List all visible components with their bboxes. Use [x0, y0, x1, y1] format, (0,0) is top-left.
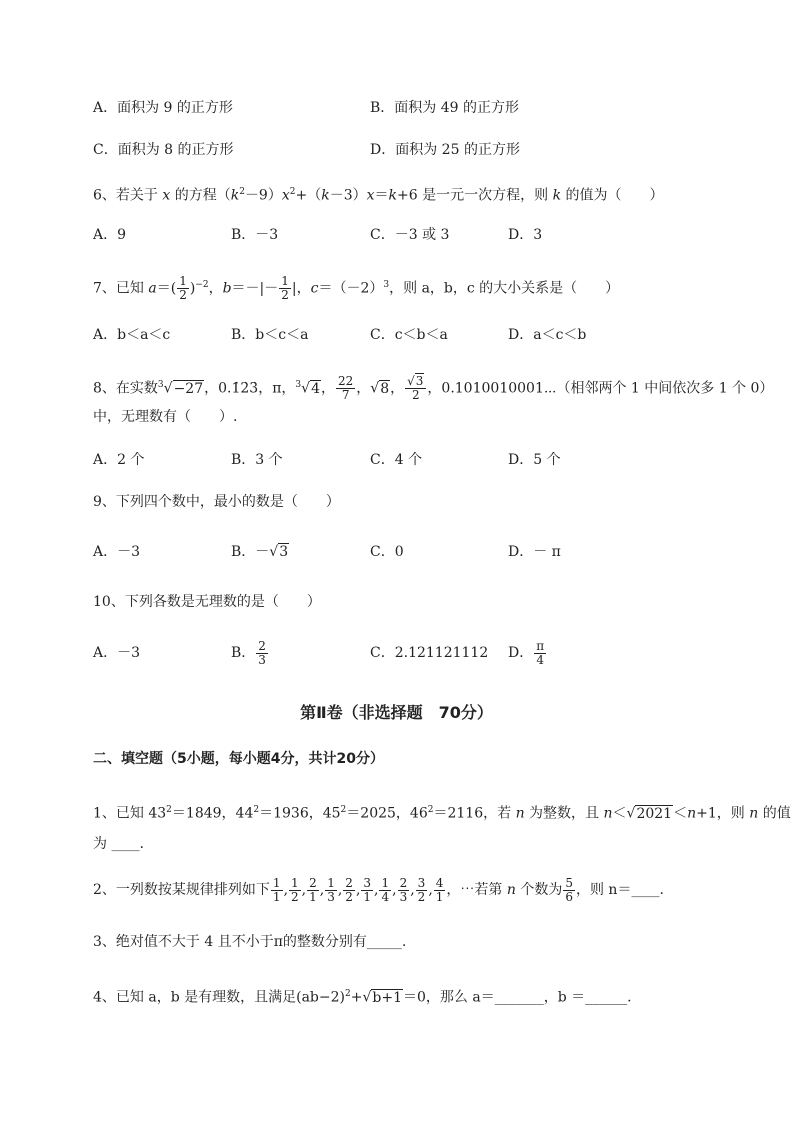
sequence-fraction: $\frac{1}{4}$ [381, 875, 390, 904]
q9-question: 9、下列四个数中，最小的数是（ ） [93, 494, 340, 510]
fill2-question: 2、一列数按某规律排列如下 $\frac{1}{1}$ , $\frac{1}{2}$ , $\frac{2}{1}$ , $\frac{1}{3}$ , $\frac{2}{2}$ , $\frac{3}{1}$ , $\frac{1}{4}$ , $\frac{2}{3}$ , $\frac{3}{2}$ , $\frac{4}{1}$ ，⋯若第 n 个数为 $\frac{5}{6}$ ，则 n＝____. [93, 875, 664, 904]
q9-option-a: A．－3 [93, 544, 141, 560]
q8-question-line2: 中，无理数有（ ）. [93, 409, 238, 425]
q5-option-d: D．面积为 25 的正方形 [370, 142, 520, 158]
q7-option-c: C．c＜b＜a [370, 327, 448, 343]
q8-option-d: D．5 个 [508, 452, 561, 468]
q8-option-c: C．4 个 [370, 452, 423, 468]
part2-title: 第Ⅱ卷（非选择题 70分） [300, 703, 493, 722]
sequence-fraction: $\frac{3}{1}$ [363, 875, 372, 904]
q10-question: 10、下列各数是无理数的是（ ） [93, 594, 321, 610]
q10-option-d: D． $\frac{\pi}{4}$ [508, 638, 545, 667]
fill3-question: 3、绝对值不大于 4 且不小于π的整数分别有_____. [93, 934, 407, 950]
q9-option-c: C．0 [370, 544, 404, 560]
q8-option-b: B．3 个 [231, 452, 283, 468]
sequence-fraction: $\frac{2}{1}$ [309, 875, 317, 904]
sequence-fraction: $\frac{1}{2}$ [291, 875, 299, 904]
sequence-fraction: $\frac{3}{2}$ [417, 875, 426, 904]
q7-option-d: D．a＜c＜b [508, 327, 587, 343]
q7-question: 7、已知 a＝( $\frac{1}{2}$ )$^{-2}$，b＝－|－ $\frac{1}{2}$ |，$c=(-2)^3$，则 a，b，c 的大小关系是（ ） [93, 274, 620, 303]
sequence-fraction: $\frac{4}{1}$ [435, 875, 444, 904]
sequence-fraction: $\frac{2}{3}$ [399, 875, 408, 904]
q5-option-b: B．面积为 49 的正方形 [370, 100, 520, 116]
q5-option-c: C．面积为 8 的正方形 [93, 142, 234, 158]
q6-option-b: B．－3 [231, 227, 279, 243]
q8-option-a: A．2 个 [93, 452, 145, 468]
q10-option-a: A．－3 [93, 645, 141, 661]
q6-question: 6、若关于 x 的方程$(k^2-9)x^2+(k-3)x=k+6$ 是一元一次方程，则 k 的值为（ ） [93, 187, 664, 204]
sequence-fraction: $\frac{1}{1}$ [272, 875, 281, 904]
fill4-question: 4、已知 a，b 是有理数，且满足$(ab-2)^2+√b+1=0$，那么 a＝_______，b ＝______. [93, 989, 632, 1006]
q7-option-a: A．b＜a＜c [93, 327, 171, 343]
q9-option-b: B．－√3 [231, 544, 289, 560]
q6-option-c: C．－3 或 3 [370, 227, 450, 243]
q9-option-d: D．－ π [508, 544, 561, 560]
q5-option-a: A．面积为 9 的正方形 [93, 100, 233, 116]
sequence-fraction: $\frac{1}{3}$ [327, 875, 335, 904]
q8-question: 8、在实数$^3$√−27，0.1̇2̇3̇，π，$^3$√4， $\frac{22}{7}$ ，√8， $\frac{√3}{2}$ ，0.1010010001⋯（相邻两个 1 中间依次多 1 个 0） [93, 374, 774, 403]
q10-option-c: C．2.121121112 [370, 645, 489, 661]
sequence-fraction: $\frac{2}{2}$ [345, 875, 353, 904]
q6-option-a: A．9 [93, 227, 127, 243]
q10-option-b: B． $\frac{2}{3}$ [231, 638, 266, 667]
q6-option-d: D．3 [508, 227, 543, 243]
fill1-question: 1、已知 $43^2=1849$，$44^2=1936$，$45^2=2025$，$46^2=2116$，若 n 为整数，且 n＜√2021＜n+1，则 n 的值 [93, 805, 791, 822]
section2-heading: 二、填空题（5小题，每小题4分，共计20分） [93, 751, 384, 767]
q7-option-b: B．b＜c＜a [231, 327, 309, 343]
fill1-question-line2: 为 ____. [93, 836, 144, 852]
